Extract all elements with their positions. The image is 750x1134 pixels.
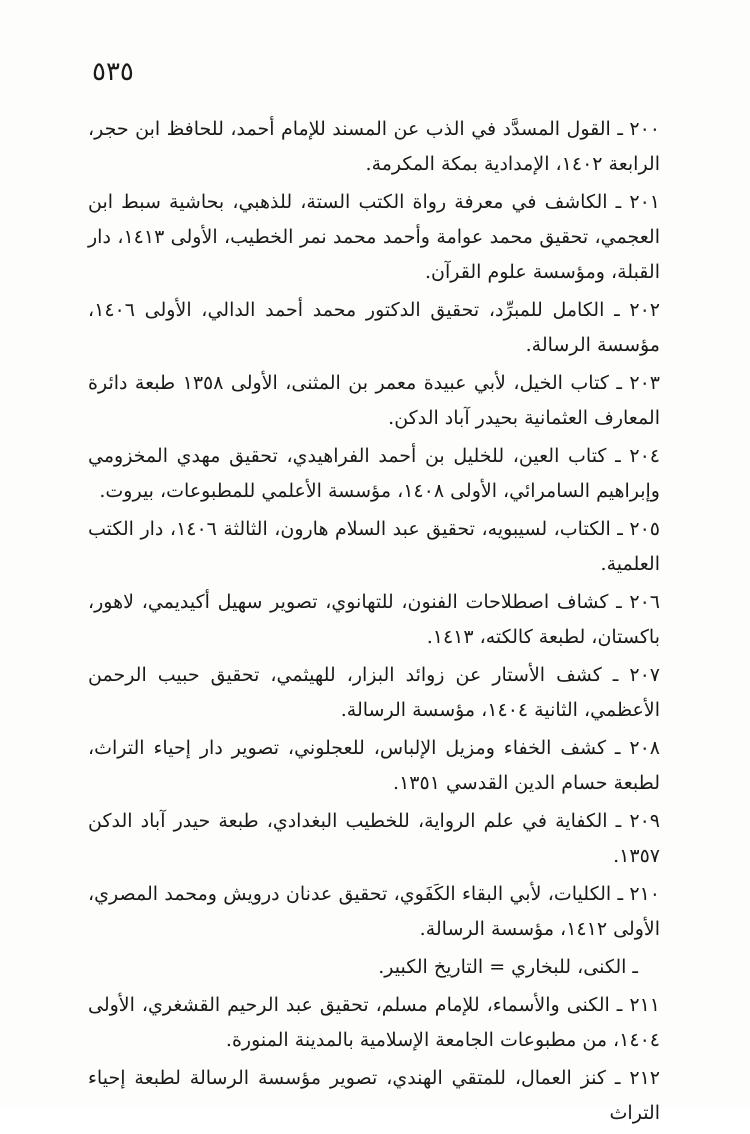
bibliography-entry-206: ٢٠٦ ـ كشاف اصطلاحات الفنون، للتهانوي، تصوير سهيل أكيديمي، لاهور، باكستان، لطبعة كالكته، ١٤١٣. — [88, 591, 660, 648]
bibliography-entry-200: ٢٠٠ ـ القول المسدَّد في الذب عن المسند للإمام أحمد، للحافظ ابن حجر، الرابعة ١٤٠٢، الإمدادية بمكة المكرمة. — [88, 118, 660, 175]
bibliography-entry-210: ٢١٠ ـ الكليات، لأبي البقاء الكَفَوي، تحقيق عدنان درويش ومحمد المصري، الأولى ١٤١٢، مؤسسة الرسالة. — [88, 883, 660, 940]
bibliography-entry-202: ٢٠٢ ـ الكامل للمبرِّد، تحقيق الدكتور محمد أحمد الدالي، الأولى ١٤٠٦، مؤسسة الرسالة. — [88, 299, 660, 356]
bibliography-entry-203: ٢٠٣ ـ كتاب الخيل، لأبي عبيدة معمر بن المثنى، الأولى ١٣٥٨ طبعة دائرة المعارف العثمانية بحيدر آباد الدكن. — [88, 372, 660, 429]
bibliography-entry-204: ٢٠٤ ـ كتاب العين، للخليل بن أحمد الفراهيدي، تحقيق مهدي المخزومي وإبراهيم السامرائي، الأولى ١٤٠٨، مؤسسة الأعلمي للمطبوعات، بيروت. — [88, 445, 660, 502]
bibliography-cross-reference: ـ الكنى، للبخاري = التاريخ الكبير. — [378, 956, 638, 978]
bibliography-entry-212: ٢١٢ ـ كنز العمال، للمتقي الهندي، تصوير مؤسسة الرسالة لطبعة إحياء التراث — [88, 1067, 660, 1124]
page-number: ٥٣٥ — [92, 57, 134, 87]
bibliography-entry-208: ٢٠٨ ـ كشف الخفاء ومزيل الإلباس، للعجلوني، تصوير دار إحياء التراث، لطبعة حسام الدين القدسي ١٣٥١. — [88, 737, 660, 794]
bibliography-entry-201: ٢٠١ ـ الكاشف في معرفة رواة الكتب الستة، للذهبي، بحاشية سبط ابن العجمي، تحقيق محمد عوامة وأحمد محمد نمر الخطيب، الأولى ١٤١٣، دار القبلة، ومؤسسة علوم القرآن. — [88, 191, 660, 283]
bibliography-entry-207: ٢٠٧ ـ كشف الأستار عن زوائد البزار، للهيثمي، تحقيق حبيب الرحمن الأعظمي، الثانية ١٤٠٤، مؤسسة الرسالة. — [88, 664, 660, 721]
bibliography-entry-211: ٢١١ ـ الكنى والأسماء، للإمام مسلم، تحقيق عبد الرحيم القشغري، الأولى ١٤٠٤، من مطبوعات الجامعة الإسلامية بالمدينة المنورة. — [88, 994, 660, 1051]
bibliography-entry-209: ٢٠٩ ـ الكفاية في علم الرواية، للخطيب البغدادي، طبعة حيدر آباد الدكن ١٣٥٧. — [88, 810, 660, 867]
bibliography-list — [88, 112, 660, 1134]
bibliography-entry-205: ٢٠٥ ـ الكتاب، لسيبويه، تحقيق عبد السلام هارون، الثالثة ١٤٠٦، دار الكتب العلمية. — [88, 518, 661, 575]
